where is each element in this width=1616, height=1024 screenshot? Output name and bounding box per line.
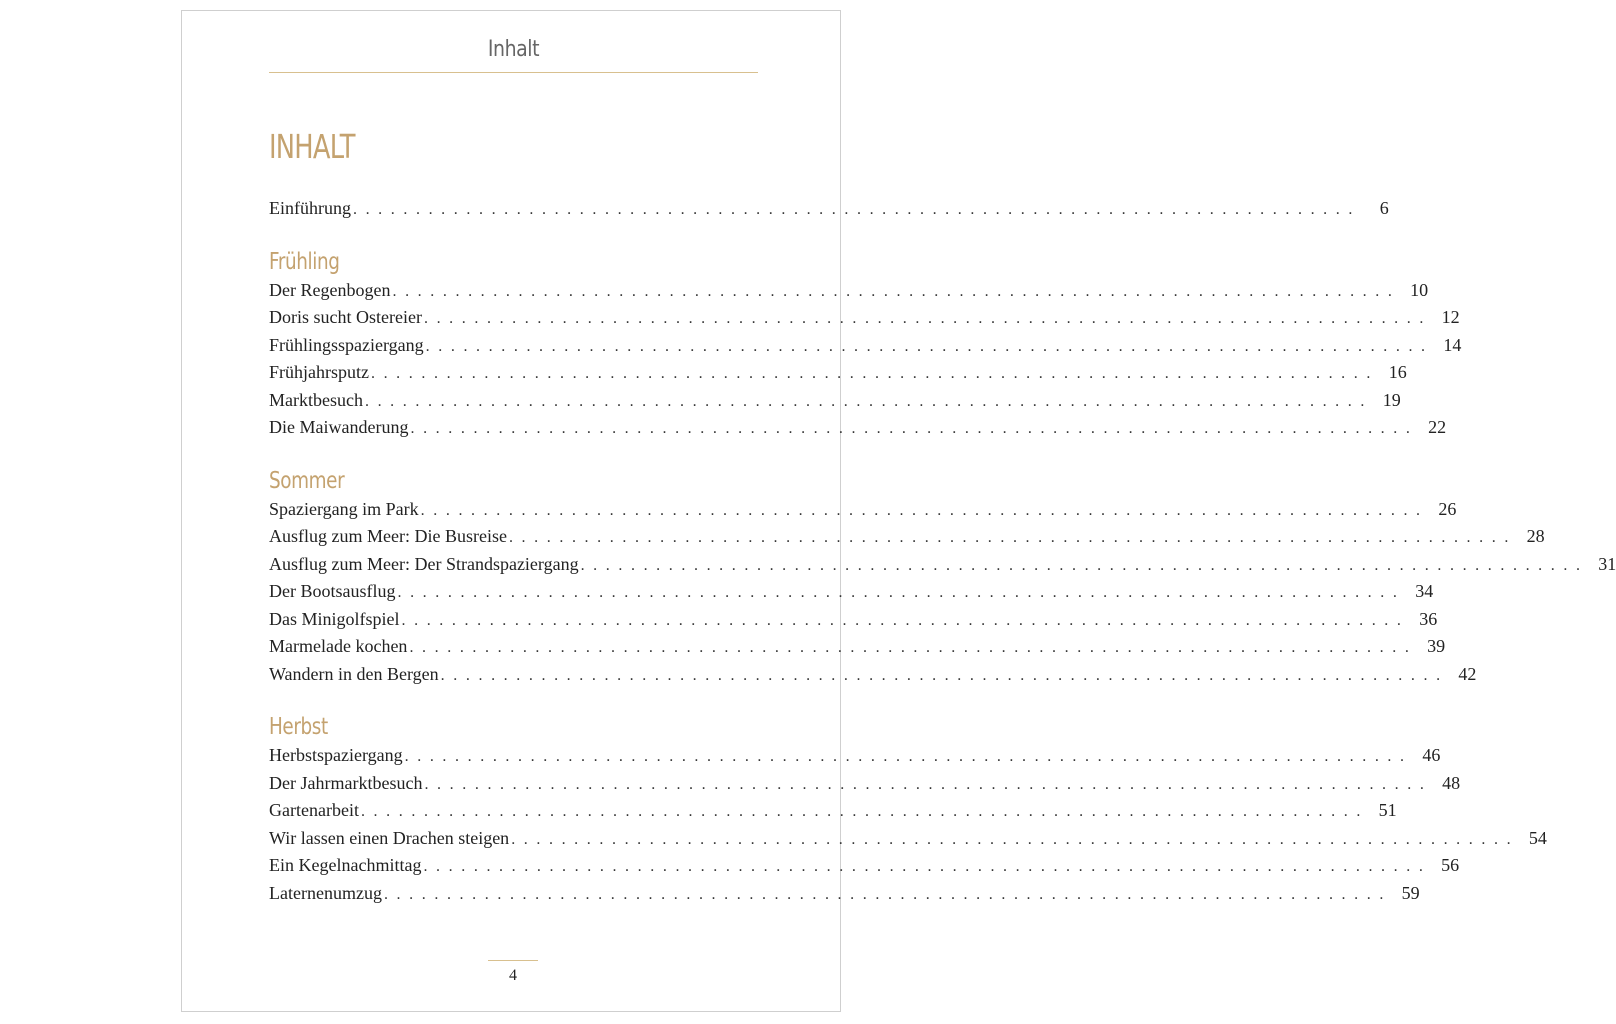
- section-title: Herbst: [269, 714, 328, 740]
- dot-leader: . . . . . . . . . . . . . . . . . . . . . . . . . . . . . . . . . . . . . . . . . . . . . . . . . . . . . . . . . . . . . . . . . . . . . . . . . . . . . . . .: [360, 803, 1363, 820]
- toc-entry-page: 54: [1528, 827, 1547, 848]
- toc-entry[interactable]: [269, 606, 1438, 634]
- toc-entry-page: 28: [1526, 526, 1545, 546]
- toc-entry-label: Die Maiwanderung: [269, 417, 409, 437]
- toc-section-herbst: [269, 712, 1547, 907]
- toc-entry[interactable]: [269, 551, 1616, 579]
- book-page: [181, 10, 1616, 1012]
- toc-entry[interactable]: [269, 797, 1397, 825]
- dot-leader: . . . . . . . . . . . . . . . . . . . . . . . . . . . . . . . . . . . . . . . . . . . . . . . . . . . . . . . . . . . . . . . . . . . . . . . . . . . . . . . .: [401, 611, 1404, 629]
- toc-entry-page: 26: [1438, 498, 1457, 519]
- toc-entry-label: Der Bootsausflug: [269, 581, 396, 601]
- dot-leader: . . . . . . . . . . . . . . . . . . . . . . . . . . . . . . . . . . . . . . . . . . . . . . . . . . . . . . . . . . . . . . . . . . . . . . . . . . . . . . . .: [404, 748, 1407, 765]
- dot-leader: . . . . . . . . . . . . . . . . . . . . . . . . . . . . . . . . . . . . . . . . . . . . . . . . . . . . . . . . . . . . . . . . . . . . . . . . . . . . . . . .: [364, 392, 1367, 410]
- dot-leader: . . . . . . . . . . . . . . . . . . . . . . . . . . . . . . . . . . . . . . . . . . . . . . . . . . . . . . . . . . . . . . . . . . . . . . . . . . . . . . . .: [423, 858, 1426, 875]
- toc-entry-page: 51: [1378, 800, 1397, 820]
- dot-leader: . . . . . . . . . . . . . . . . . . . . . . . . . . . . . . . . . . . . . . . . . . . . . . . . . . . . . . . . . . . . . . . . . . . . . . . . . . . . . . . .: [370, 365, 1373, 382]
- dot-leader: . . . . . . . . . . . . . . . . . . . . . . . . . . . . . . . . . . . . . . . . . . . . . . . . . . . . . . . . . . . . . . . . . . . . . . . . . . . . . . . .: [392, 282, 1395, 300]
- toc-entry[interactable]: [269, 332, 1462, 360]
- section-title: Frühling: [269, 248, 340, 275]
- toc-entry-intro[interactable]: [269, 195, 1389, 223]
- toc-entry-page: 46: [1422, 745, 1441, 765]
- dot-leader: . . . . . . . . . . . . . . . . . . . . . . . . . . . . . . . . . . . . . . . . . . . . . . . . . . . . . . . . . . . . . . . . . . . . . . . . . . . . . . . .: [352, 201, 1355, 218]
- dot-leader: . . . . . . . . . . . . . . . . . . . . . . . . . . . . . . . . . . . . . . . . . . . . . . . . . . . . . . . . . . . . . . . . . . . . . . . . . . . . . . . .: [508, 529, 1511, 546]
- dot-leader: . . . . . . . . . . . . . . . . . . . . . . . . . . . . . . . . . . . . . . . . . . . . . . . . . . . . . . . . . . . . . . . . . . . . . . . . . . . . . . . .: [440, 666, 1443, 684]
- toc-entry-label: Laternenumzug: [269, 882, 382, 903]
- toc-entry-label: Wandern in den Bergen: [269, 663, 439, 684]
- toc-entry-label: Frühlingsspaziergang: [269, 334, 424, 355]
- toc-entry-label: Wir lassen einen Drachen steigen: [269, 827, 510, 848]
- dot-leader: . . . . . . . . . . . . . . . . . . . . . . . . . . . . . . . . . . . . . . . . . . . . . . . . . . . . . . . . . . . . . . . . . . . . . . . . . . . . . . . .: [397, 584, 1400, 601]
- footer-rule: [488, 960, 538, 961]
- toc-entry-label: Spaziergang im Park: [269, 498, 419, 519]
- toc-entry-page: 48: [1442, 772, 1461, 793]
- toc-entry-label: Das Minigolfspiel: [269, 608, 400, 629]
- dot-leader: . . . . . . . . . . . . . . . . . . . . . . . . . . . . . . . . . . . . . . . . . . . . . . . . . . . . . . . . . . . . . . . . . . . . . . . . . . . . . . . .: [580, 556, 1583, 574]
- toc-entry-label: Marmelade kochen: [269, 636, 408, 656]
- dot-leader: . . . . . . . . . . . . . . . . . . . . . . . . . . . . . . . . . . . . . . . . . . . . . . . . . . . . . . . . . . . . . . . . . . . . . . . . . . . . . . . .: [423, 310, 1426, 327]
- toc-entry-page: 10: [1410, 279, 1429, 300]
- toc-entry[interactable]: [269, 578, 1434, 606]
- running-header: Inhalt: [487, 37, 540, 62]
- toc-entry-page: 19: [1382, 389, 1401, 410]
- toc-entry-page: 31: [1598, 553, 1616, 574]
- toc-entry[interactable]: [269, 277, 1429, 305]
- dot-leader: . . . . . . . . . . . . . . . . . . . . . . . . . . . . . . . . . . . . . . . . . . . . . . . . . . . . . . . . . . . . . . . . . . . . . . . . . . . . . . . .: [425, 337, 1428, 355]
- dot-leader: . . . . . . . . . . . . . . . . . . . . . . . . . . . . . . . . . . . . . . . . . . . . . . . . . . . . . . . . . . . . . . . . . . . . . . . . . . . . . . . .: [511, 830, 1513, 848]
- toc-section-fruehling: [269, 247, 1462, 442]
- toc-entry[interactable]: [269, 852, 1460, 880]
- toc-entry[interactable]: [269, 770, 1461, 798]
- dot-leader: . . . . . . . . . . . . . . . . . . . . . . . . . . . . . . . . . . . . . . . . . . . . . . . . . . . . . . . . . . . . . . . . . . . . . . . . . . . . . . . .: [383, 885, 1386, 903]
- toc-entry-page: 42: [1458, 663, 1477, 684]
- toc-entry-page: 36: [1419, 608, 1438, 629]
- toc-entry-page: 12: [1441, 307, 1460, 327]
- toc-entry-label: Ein Kegelnachmittag: [269, 855, 422, 875]
- toc-entry-label: Herbstspaziergang: [269, 745, 403, 765]
- toc-entry[interactable]: [269, 359, 1407, 387]
- toc-entry-page: 34: [1415, 581, 1434, 601]
- dot-leader: . . . . . . . . . . . . . . . . . . . . . . . . . . . . . . . . . . . . . . . . . . . . . . . . . . . . . . . . . . . . . . . . . . . . . . . . . . . . . . . .: [410, 420, 1413, 437]
- toc-entry-page: 56: [1441, 855, 1460, 875]
- table-of-contents: [269, 195, 1616, 907]
- toc-entry-label: Der Jahrmarktbesuch: [269, 772, 423, 793]
- toc-entry[interactable]: [269, 496, 1457, 524]
- toc-entry[interactable]: [269, 825, 1547, 853]
- toc-entry-label: Frühjahrsputz: [269, 362, 369, 382]
- toc-entry[interactable]: [269, 387, 1401, 415]
- toc-entry-label: Der Regenbogen: [269, 279, 391, 300]
- toc-entry[interactable]: [269, 633, 1446, 661]
- toc-entry-page: 14: [1443, 334, 1462, 355]
- toc-entry-page: 39: [1427, 636, 1446, 656]
- dot-leader: . . . . . . . . . . . . . . . . . . . . . . . . . . . . . . . . . . . . . . . . . . . . . . . . . . . . . . . . . . . . . . . . . . . . . . . . . . . . . . . .: [409, 639, 1412, 656]
- dot-leader: . . . . . . . . . . . . . . . . . . . . . . . . . . . . . . . . . . . . . . . . . . . . . . . . . . . . . . . . . . . . . . . . . . . . . . . . . . . . . . . .: [420, 501, 1423, 519]
- toc-entry-label: Doris sucht Ostereier: [269, 307, 422, 327]
- toc-entry-page: 59: [1401, 882, 1420, 903]
- toc-entry-page: 22: [1428, 417, 1447, 437]
- toc-entry-label: Ausflug zum Meer: Die Busreise: [269, 526, 507, 546]
- page-title: INHALT: [269, 127, 355, 166]
- section-title: Sommer: [269, 467, 345, 494]
- toc-entry[interactable]: [269, 523, 1545, 551]
- toc-entry-page: 6: [1379, 198, 1389, 218]
- toc-entry-label: Gartenarbeit: [269, 800, 359, 820]
- toc-entry-label: Einführung: [269, 198, 351, 218]
- toc-entry[interactable]: [269, 661, 1477, 689]
- toc-entry[interactable]: [269, 414, 1447, 442]
- toc-entry[interactable]: [269, 742, 1441, 770]
- toc-section-sommer: [269, 466, 1616, 689]
- toc-entry-label: Ausflug zum Meer: Der Strandspaziergang: [269, 553, 579, 574]
- dot-leader: . . . . . . . . . . . . . . . . . . . . . . . . . . . . . . . . . . . . . . . . . . . . . . . . . . . . . . . . . . . . . . . . . . . . . . . . . . . . . . . .: [424, 775, 1427, 793]
- page-number: 4: [509, 967, 517, 984]
- header-rule: [269, 72, 758, 73]
- toc-entry-label: Marktbesuch: [269, 389, 363, 410]
- toc-entry[interactable]: [269, 880, 1420, 908]
- toc-entry[interactable]: [269, 304, 1460, 332]
- toc-entry-page: 16: [1388, 362, 1407, 382]
